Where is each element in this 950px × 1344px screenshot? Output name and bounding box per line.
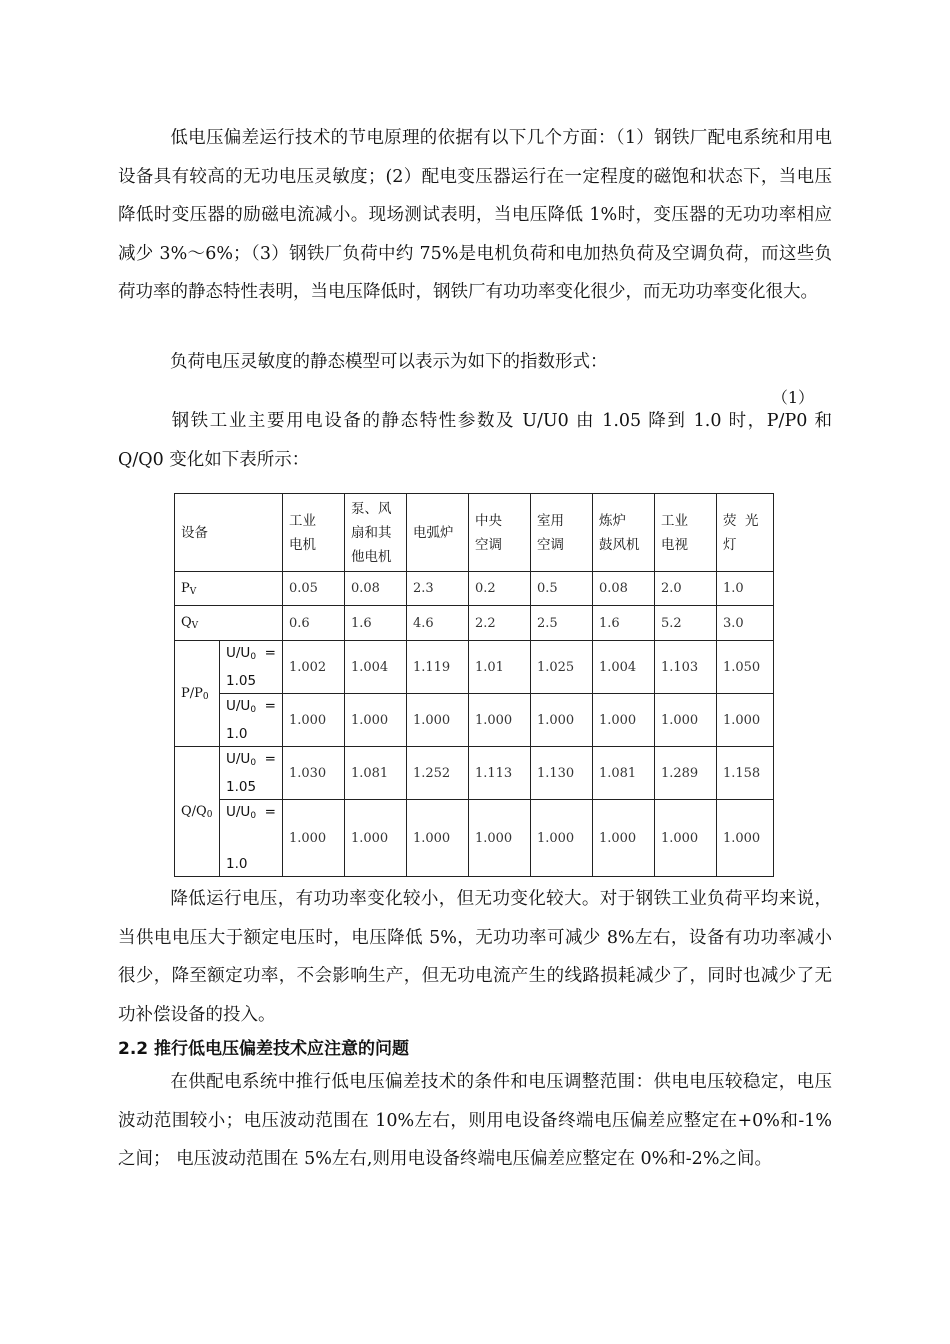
header-col-4: 中央 空调	[468, 494, 530, 572]
table-cell: 1.000	[282, 800, 344, 877]
table-cell: 1.130	[530, 747, 592, 800]
header-col-5: 室用 空调	[530, 494, 592, 572]
table-cell: 1.000	[592, 694, 654, 747]
header-device: 设备	[175, 494, 283, 572]
table-cell: 1.000	[530, 800, 592, 877]
table-row-pp0-105	[175, 641, 774, 694]
table-cell: 1.000	[592, 800, 654, 877]
row-label-pv: $P_V$	[175, 572, 283, 606]
header-col-1: 工业 电机	[282, 494, 344, 572]
header-col-2: 泵、风 扇和其 他电机	[344, 494, 406, 572]
table-cell: 1.004	[344, 641, 406, 694]
table-cell: 1.119	[406, 641, 468, 694]
table-cell: 1.002	[282, 641, 344, 694]
row-label-qq0: $Q/Q_0$	[175, 747, 220, 877]
row-label-qv: $Q_V$	[175, 606, 283, 641]
table-cell: 0.6	[282, 606, 344, 641]
table-cell: 1.6	[344, 606, 406, 641]
table-cell: 1.6	[592, 606, 654, 641]
table-cell: 1.0	[716, 572, 773, 606]
table-cell: 0.5	[530, 572, 592, 606]
table-cell: 1.000	[654, 800, 716, 877]
table-header-row	[175, 494, 774, 572]
paragraph-model-intro: 负荷电压灵敏度的静态模型可以表示为如下的指数形式：	[170, 352, 608, 372]
table-cell: 1.000	[716, 800, 773, 877]
table-cell: 1.000	[468, 800, 530, 877]
cond-u10: $U/U_0$ = 1.0	[220, 694, 283, 747]
table-cell: 2.2	[468, 606, 530, 641]
table-cell: 1.000	[344, 694, 406, 747]
table-cell: 1.000	[468, 694, 530, 747]
table-cell: 2.3	[406, 572, 468, 606]
table-row-pp0-10	[175, 694, 774, 747]
section-heading: 2.2 推行低电压偏差技术应注意的问题	[118, 1039, 410, 1059]
table-row-pv	[175, 572, 774, 606]
table-cell: 1.158	[716, 747, 773, 800]
table-cell: 2.5	[530, 606, 592, 641]
header-col-7: 工业 电视	[654, 494, 716, 572]
table-cell: 1.000	[654, 694, 716, 747]
table-row-qq0-10	[175, 800, 774, 877]
header-col-6: 炼炉 鼓风机	[592, 494, 654, 572]
table-cell: 1.289	[654, 747, 716, 800]
header-col-8: 荧 光 灯	[716, 494, 773, 572]
table-cell: 1.025	[530, 641, 592, 694]
table-cell: 1.000	[716, 694, 773, 747]
paragraph-table-intro: 钢铁工业主要用电设备的静态特性参数及 U/U0 由 1.05 降到 1.0 时，P/P0 和 Q/Q0 变化如下表所示：	[118, 411, 832, 470]
table-cell: 1.000	[406, 800, 468, 877]
table-row-qq0-105	[175, 747, 774, 800]
table-cell: 4.6	[406, 606, 468, 641]
cond-u10: $U/U_0$ = 1.0	[220, 800, 283, 877]
table-cell: 2.0	[654, 572, 716, 606]
table-cell: 1.113	[468, 747, 530, 800]
table-cell: 1.081	[344, 747, 406, 800]
table-cell: 1.081	[592, 747, 654, 800]
table-row-qv	[175, 606, 774, 641]
table-cell: 1.004	[592, 641, 654, 694]
cond-u105: $U/U_0$ = 1.05	[220, 747, 283, 800]
table-cell: 0.05	[282, 572, 344, 606]
table-cell: 1.01	[468, 641, 530, 694]
header-col-3: 电弧炉	[406, 494, 468, 572]
table-cell: 1.000	[406, 694, 468, 747]
table-cell: 1.252	[406, 747, 468, 800]
table-cell: 0.2	[468, 572, 530, 606]
table-cell: 1.000	[530, 694, 592, 747]
paragraph-conditions: 在供配电系统中推行低电压偏差技术的条件和电压调整范围：供电电压较稳定，电压波动范围较小；电压波动范围在 10%左右，则用电设备终端电压偏差应整定在+0%和-1%之间； 电压波动范围在 5%左右,则用电设备终端电压偏差应整定在 0%和-2%之间。	[118, 1072, 832, 1169]
table-cell: 1.000	[282, 694, 344, 747]
equation-number: （1）	[771, 388, 814, 407]
paragraph-conclusion: 降低运行电压，有功功率变化较小，但无功变化较大。对于钢铁工业负荷平均来说，当供电电压大于额定电压时，电压降低 5%，无功功率可减少 8%左右，设备有功功率减小很少，降至额定功率，不会影响生产，但无功电流产生的线路损耗减少了，同时也减少了无功补偿设备的投入。	[118, 889, 832, 1025]
table-cell: 5.2	[654, 606, 716, 641]
static-characteristics-table	[174, 493, 774, 877]
table-cell: 1.000	[344, 800, 406, 877]
table-cell: 0.08	[344, 572, 406, 606]
row-label-pp0: $P/P_0$	[175, 641, 220, 747]
table-cell: 1.103	[654, 641, 716, 694]
table-cell: 0.08	[592, 572, 654, 606]
table-cell: 1.050	[716, 641, 773, 694]
paragraph-principle: 低电压偏差运行技术的节电原理的依据有以下几个方面：（1）钢铁厂配电系统和用电设备具有较高的无功电压灵敏度；(2）配电变压器运行在一定程度的磁饱和状态下，当电压降低时变压器的励磁电流减小。现场测试表明，当电压降低 1%时，变压器的无功功率相应减少 3%～6%；（3）钢铁厂负荷中约 75%是电机负荷和电加热负荷及空调负荷，而这些负荷功率的静态特性表明，当电压降低时，钢铁厂有功功率变化很少，而无功功率变化很大。	[118, 128, 832, 302]
table-cell: 1.030	[282, 747, 344, 800]
table-cell: 3.0	[716, 606, 773, 641]
cond-u105: $U/U_0$ = 1.05	[220, 641, 283, 694]
